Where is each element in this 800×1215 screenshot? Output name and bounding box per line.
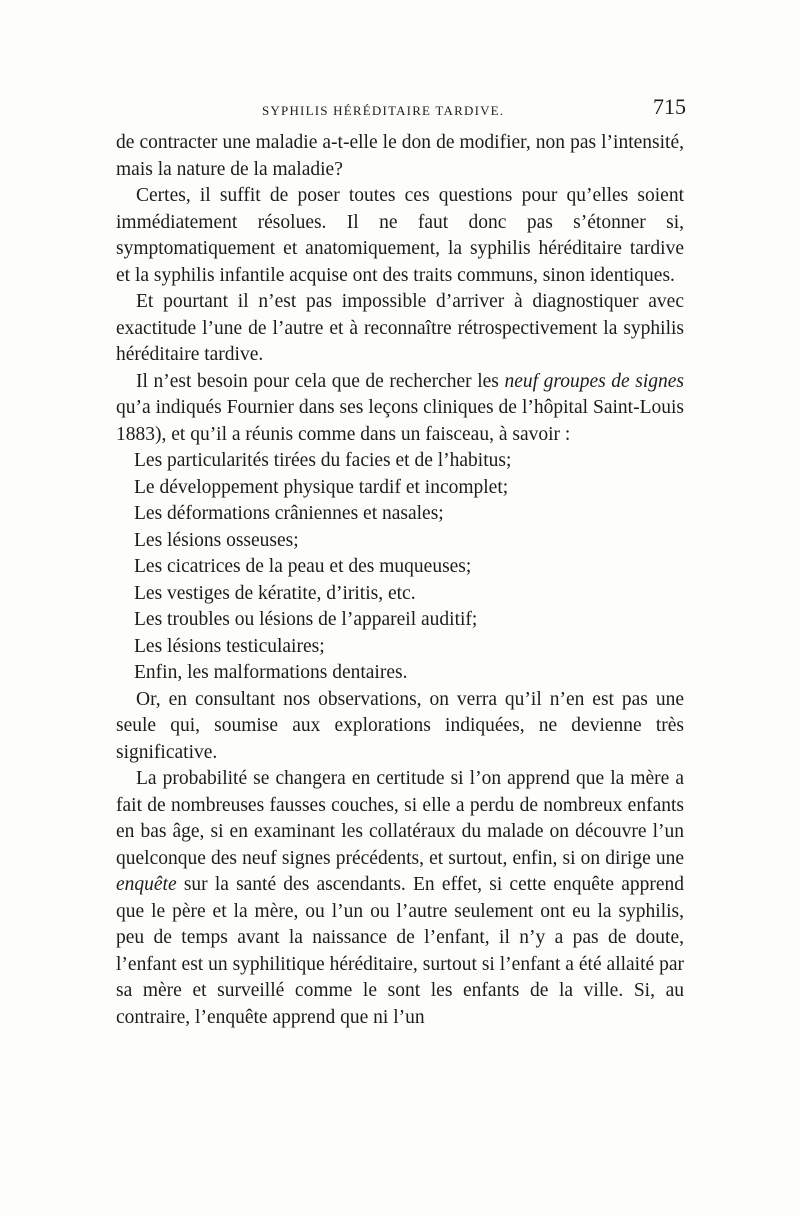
list-item: Les vestiges de kératite, d’iritis, etc. bbox=[134, 582, 416, 604]
text-span: La probabilité se changera en certitude si l’on apprend que la mère a fait de nombreuses fausses couches, si elle a perdu de nombreux enfants en bas âge, si en examinant les collatéraux du malade on découvre l’un quelconque des neuf signes précédents, et surtout, enfin, si on dirige une bbox=[116, 768, 684, 869]
paragraph-signs-intro bbox=[116, 369, 684, 449]
paragraph-continuation: de contracter une maladie a-t-elle le don de modifier, non pas l’intensité, mais la nature de la maladie? bbox=[116, 132, 684, 180]
emphasis-text: enquête bbox=[116, 874, 177, 895]
paragraph: Et pourtant il n’est pas impossible d’arriver à diagnostiquer avec exactitude l’une de l’autre et à reconnaître rétrospectivement la syphilis héréditaire tardive. bbox=[116, 291, 684, 365]
list-item: Les déformations crâniennes et nasales; bbox=[134, 503, 444, 524]
text-span: Il n’est besoin pour cela que de rechercher les bbox=[136, 370, 505, 392]
list-item: Le développement physique tardif et incomplet; bbox=[134, 476, 509, 498]
running-title: SYPHILIS HÉRÉDITAIRE TARDIVE. bbox=[262, 103, 505, 118]
list-item: Enfin, les malformations dentaires. bbox=[134, 662, 408, 683]
list-item: Les lésions osseuses; bbox=[134, 529, 299, 551]
paragraph-certainty bbox=[116, 766, 684, 1031]
signs-list bbox=[116, 448, 684, 687]
text-span: sur la santé des ascendants. En effet, si cette enquête apprend que le père et la mère, ou l’un ou l’autre seulement ont eu la syphilis, peu de temps avant la naissance de l’enfant, il n’y a pas de doute, l’enfant est un syphilitique héréditaire, surtout si l’enfant a été allaité par sa mère et surveillé comme le sont les enfants de la ville. Si, au contraire, l’enquête apprend que ni l’un bbox=[116, 874, 684, 1028]
paragraph: Or, en consultant nos observations, on verra qu’il n’en est pas une seule qui, soumise aux explorations indiquées, ne devienne très significative. bbox=[116, 688, 684, 763]
body-text bbox=[116, 130, 684, 1031]
text-span: qu’a indiqués Fournier dans ses leçons cliniques de l’hôpital Saint-Louis 1883), et qu’il a réunis comme dans un faisceau, à savoir : bbox=[116, 397, 684, 445]
list-item: Les cicatrices de la peau et des muqueuses; bbox=[134, 556, 472, 577]
page-number: 715 bbox=[653, 94, 686, 119]
page-header bbox=[116, 94, 684, 124]
paragraph: Certes, il suffit de poser toutes ces questions pour qu’elles soient immédiatement résolues. Il ne faut donc pas s’étonner si, symptomatiquement et anatomiquement, la syphilis héréditaire tardive et la syphilis infantile acquise ont des traits communs, sinon identiques. bbox=[116, 185, 684, 286]
list-item: Les particularités tirées du facies et de l’habitus; bbox=[134, 450, 512, 471]
list-item: Les troubles ou lésions de l’appareil auditif; bbox=[134, 609, 478, 630]
emphasis-text: neuf groupes de signes bbox=[504, 370, 684, 392]
list-item: Les lésions testiculaires; bbox=[134, 635, 325, 657]
